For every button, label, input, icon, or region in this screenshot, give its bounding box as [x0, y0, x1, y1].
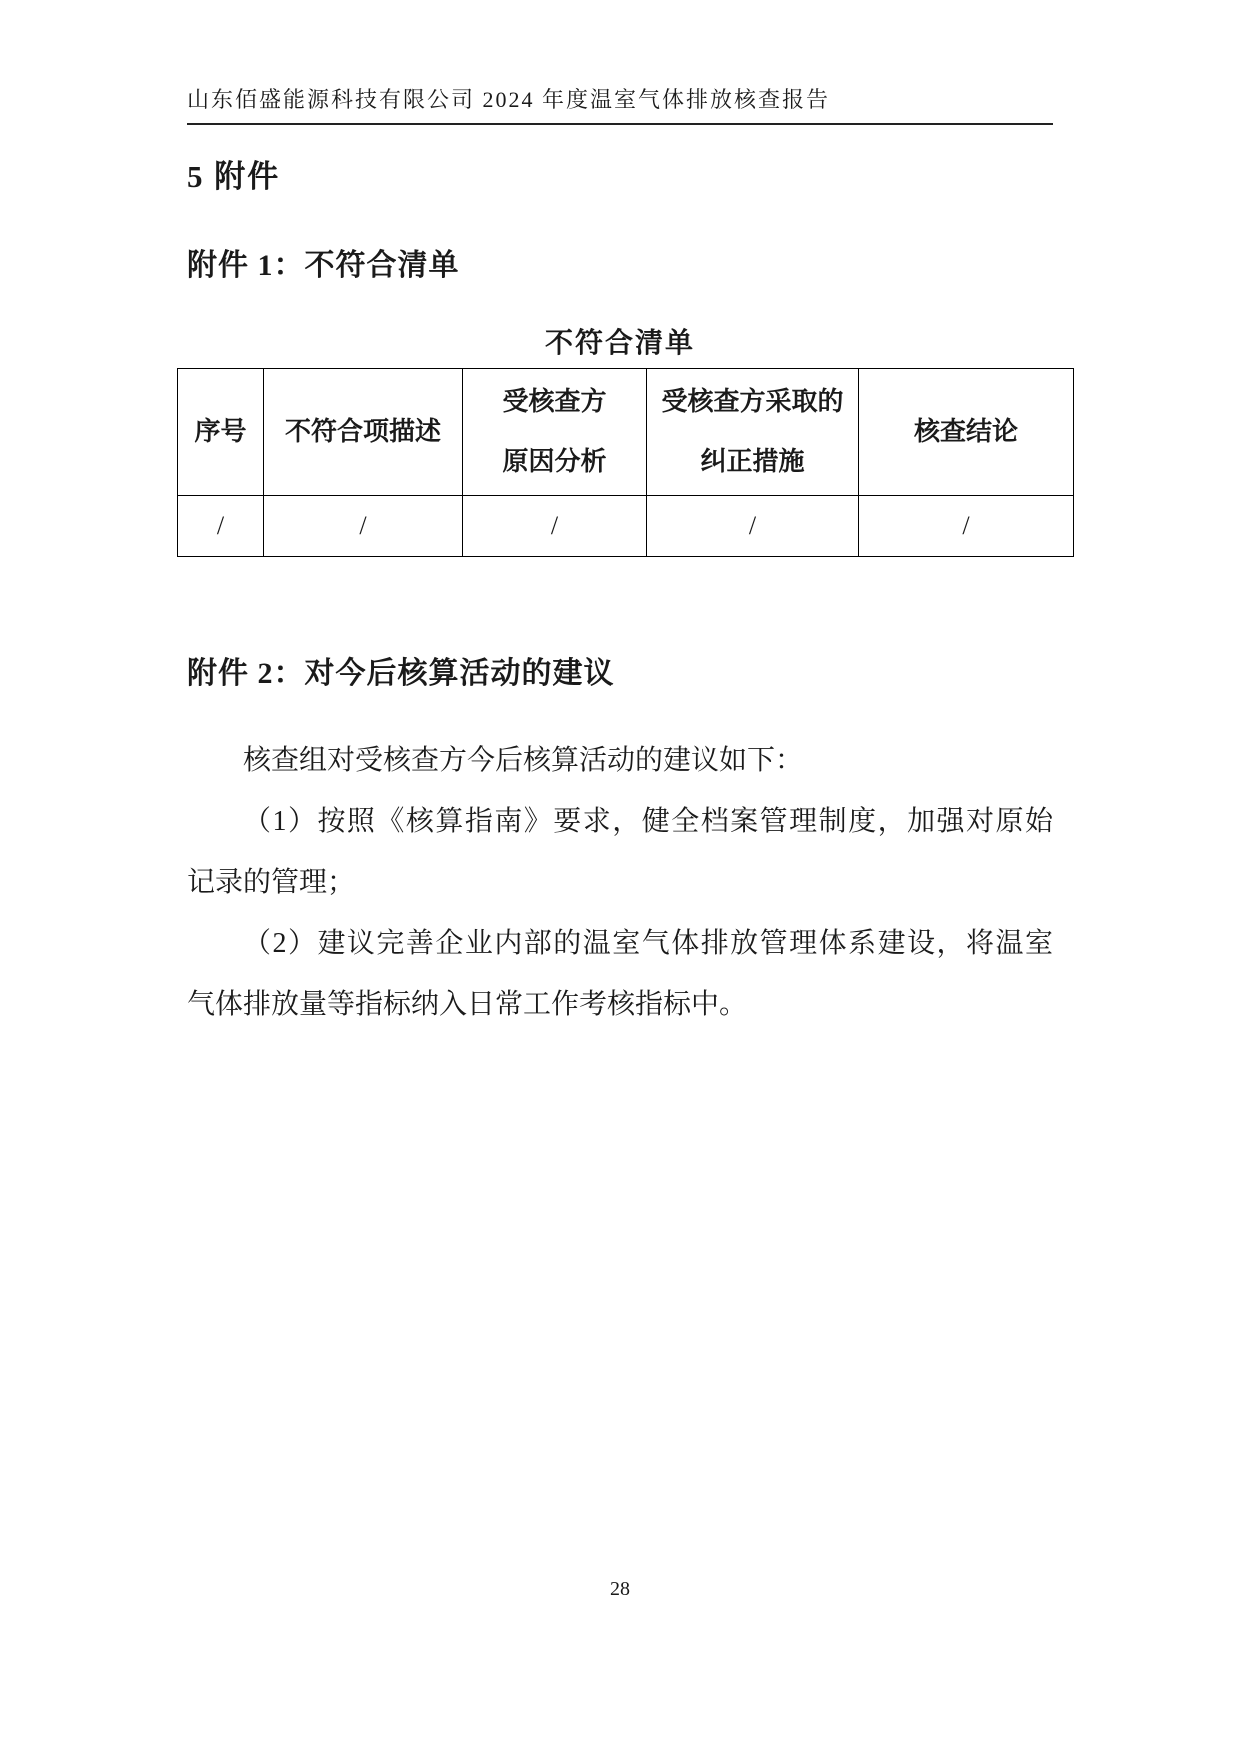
table-header-line: 不符合项描述 [284, 417, 441, 446]
section-heading: 5 附件 [187, 159, 281, 194]
nonconformity-table [177, 368, 1074, 557]
table-cell: / [463, 496, 647, 557]
attachment1-heading: 附件 1：不符合清单 [187, 249, 460, 282]
table-header-line: 受核查方 [502, 387, 607, 416]
paragraph-line: （1）按照《核算指南》要求，健全档案管理制度，加强对原始 [243, 806, 1053, 837]
table-row [178, 496, 1074, 557]
table-header-line: 核查结论 [913, 417, 1018, 446]
table-cell: / [178, 496, 264, 557]
table-cell: / [859, 496, 1074, 557]
table-cell: / [264, 496, 463, 557]
paragraph-line: （2）建议完善企业内部的温室气体排放管理体系建设，将温室 [243, 928, 1053, 959]
table-header-line: 原因分析 [502, 447, 607, 476]
attachment2-heading: 附件 2：对今后核算活动的建议 [187, 657, 615, 690]
paragraph-line: 记录的管理； [187, 867, 356, 898]
table-header-cell [264, 369, 463, 496]
paragraph-line: 气体排放量等指标纳入日常工作考核指标中。 [187, 989, 748, 1020]
page-header [187, 86, 1053, 125]
table-header-cell [859, 369, 1074, 496]
page-number: 28 [610, 1578, 630, 1600]
table-header-cell [463, 369, 647, 496]
table-header-row [178, 369, 1074, 496]
table-header-line: 纠正措施 [700, 447, 805, 476]
table-header-cell [647, 369, 859, 496]
header-title: 山东佰盛能源科技有限公司 2024 年度温室气体排放核查报告 [187, 87, 831, 112]
paragraph-line: 核查组对受核查方今后核算活动的建议如下： [243, 745, 804, 776]
table-cell: / [647, 496, 859, 557]
table-body [178, 496, 1074, 557]
table-header-line: 受核查方采取的 [661, 387, 844, 416]
table-title: 不符合清单 [544, 328, 695, 359]
table-header-line: 序号 [194, 417, 247, 446]
table-header-cell [178, 369, 264, 496]
table-head [178, 369, 1074, 496]
recommendations-text [187, 730, 1053, 1035]
